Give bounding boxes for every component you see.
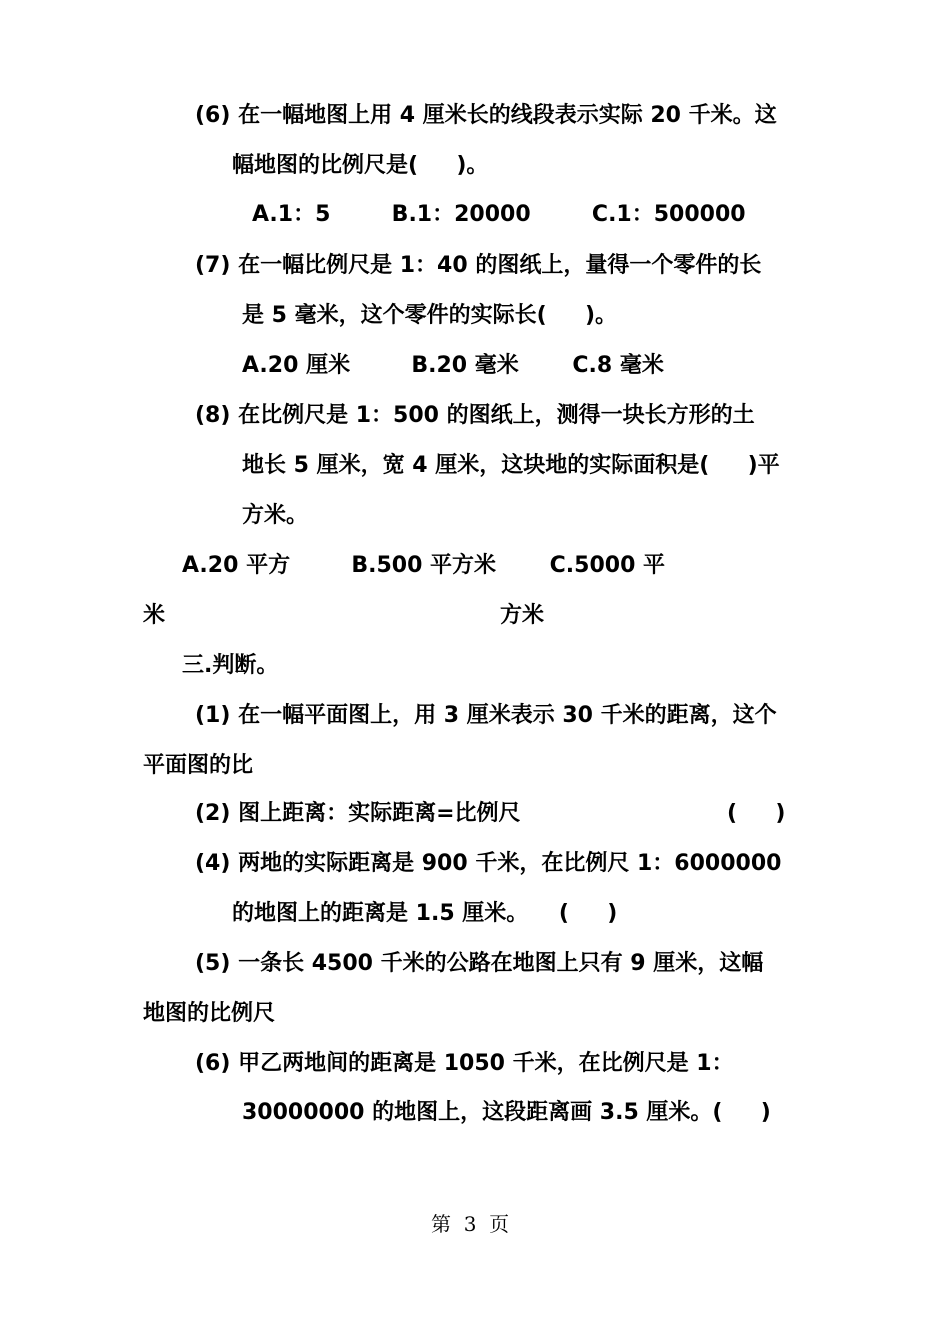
question-6-options: A.1：5 B.1：20000 C.1：500000 [252,202,746,227]
judge-1-line-2: 平面图的比 [143,753,254,778]
question-8-options: A.20 平方 B.500 平方米 C.5000 平 [182,553,666,578]
question-8-line-3: 方米。 [242,503,309,528]
section-3-heading: 三.判断。 [182,653,279,678]
question-7-line-1: (7) 在一幅比例尺是 1：40 的图纸上，量得一个零件的长 [195,253,762,278]
question-8-line-2: 地长 5 厘米，宽 4 厘米，这块地的实际面积是( )平 [242,453,780,478]
question-6-line-1: (6) 在一幅地图上用 4 厘米长的线段表示实际 20 千米。这 [195,103,777,128]
judge-6-line-2: 30000000 的地图上，这段距离画 3.5 厘米。( ) [242,1100,771,1125]
question-8-options-wrap-2: 方米 [500,603,545,628]
judge-2-text: (2) 图上距离：实际距离=比例尺 [195,801,521,826]
judge-5-line-2: 地图的比例尺 [143,1001,276,1026]
question-6-line-2: 幅地图的比例尺是( )。 [232,153,489,178]
judge-1-line-1: (1) 在一幅平面图上，用 3 厘米表示 30 千米的距离，这个 [195,703,777,728]
judge-4-line-2: 的地图上的距离是 1.5 厘米。 ( ) [232,901,618,926]
judge-2-answer-blank: ( ) [727,801,786,826]
judge-5-line-1: (5) 一条长 4500 千米的公路在地图上只有 9 厘米，这幅 [195,951,764,976]
question-8-line-1: (8) 在比例尺是 1：500 的图纸上，测得一块长方形的土 [195,403,755,428]
page-number: 第 3 页 [431,1212,510,1236]
judge-4-line-1: (4) 两地的实际距离是 900 千米，在比例尺 1：6000000 [195,851,782,876]
question-7-line-2: 是 5 毫米，这个零件的实际长( )。 [242,303,618,328]
question-8-options-wrap-1: 米 [143,603,166,628]
judge-6-line-1: (6) 甲乙两地间的距离是 1050 千米，在比例尺是 1： [195,1051,734,1076]
question-7-options: A.20 厘米 B.20 毫米 C.8 毫米 [242,353,664,378]
